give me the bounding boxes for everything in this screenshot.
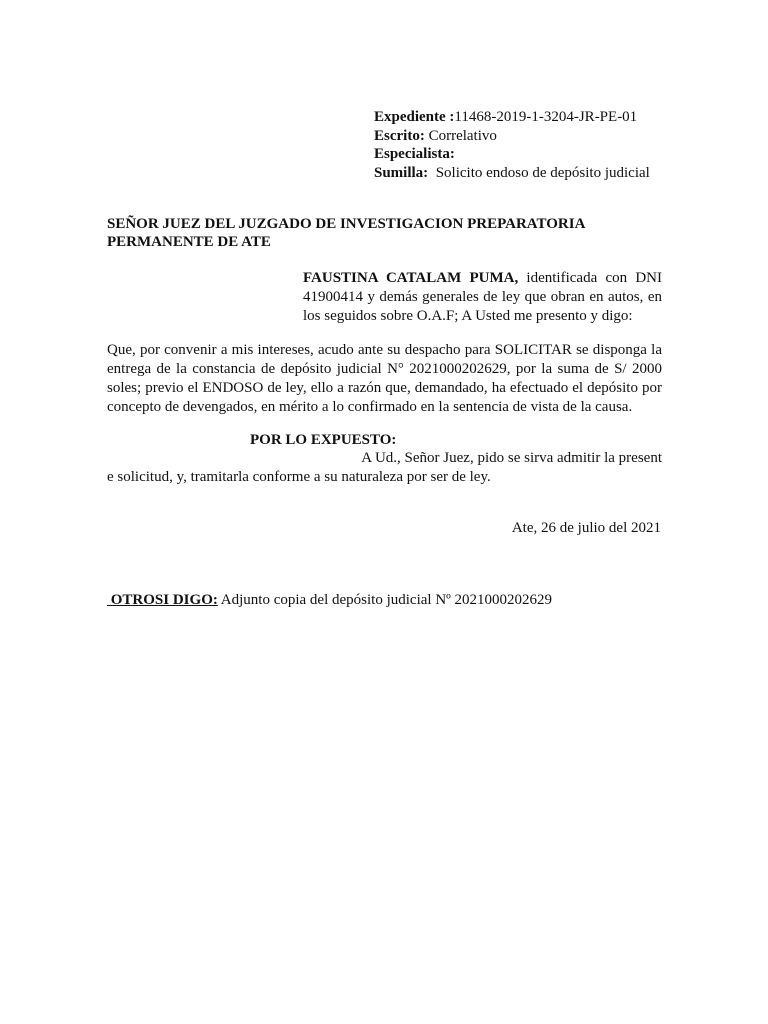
otrosi-digo: [107, 592, 552, 609]
por-lo-expuesto-text: [107, 449, 662, 486]
sumilla-value: Solicito endoso de depósito judicial: [428, 164, 650, 181]
expediente-label: Expediente :: [374, 109, 455, 125]
expuesto-line-1: A Ud., Señor Juez, pido se sirva admitir la present: [361, 450, 662, 466]
addressee: SEÑOR JUEZ DEL JUZGADO DE INVESTIGACION PREPARATORIA PERMANENTE DE ATE: [107, 216, 585, 250]
petitioner-paragraph: [303, 269, 662, 326]
escrito-label: Escrito:: [374, 127, 425, 144]
date-line: Ate, 26 de julio del 2021: [511, 520, 661, 536]
otrosi-label: OTROSI DIGO:: [107, 592, 218, 608]
escrito-value: Correlativo: [424, 127, 497, 144]
sumilla-label: Sumilla:: [374, 164, 429, 181]
request-paragraph: Que, por convenir a mis intereses, acudo ante su despacho para SOLICITAR se disponga la entrega de la constancia de depósito judicial N° 2021000202629, por la suma de S/ 2000 soles; previo el ENDOSO de ley, ello a razón que, demandado, ha efectuado el depósito por concepto de devengados, en mérito a lo confirmado en la sentencia de vista de la causa.: [107, 342, 662, 415]
case-header: [374, 108, 650, 182]
expediente-value: 11468-2019-1-3204-JR-PE-01: [454, 109, 638, 125]
especialista-line: [374, 145, 650, 164]
sumilla-line: [374, 164, 650, 183]
escrito-line: [374, 127, 650, 146]
otrosi-text: Adjunto copia del depósito judicial Nº 2021000202629: [217, 592, 553, 608]
expuesto-line-2: e solicitud, y, tramitarla conforme a su naturaleza por ser de ley.: [107, 468, 491, 485]
especialista-label: Especialista:: [374, 146, 455, 162]
por-lo-expuesto-heading: POR LO EXPUESTO:: [250, 432, 397, 448]
petitioner-text: identificada con DNI 41900414 y demás generales de ley que obran en autos, en los seguidos sobre O.A.F; A Usted me presento y digo:: [303, 270, 662, 324]
petitioner-name: FAUSTINA CATALAM PUMA,: [303, 270, 519, 286]
expediente-line: [374, 108, 650, 127]
